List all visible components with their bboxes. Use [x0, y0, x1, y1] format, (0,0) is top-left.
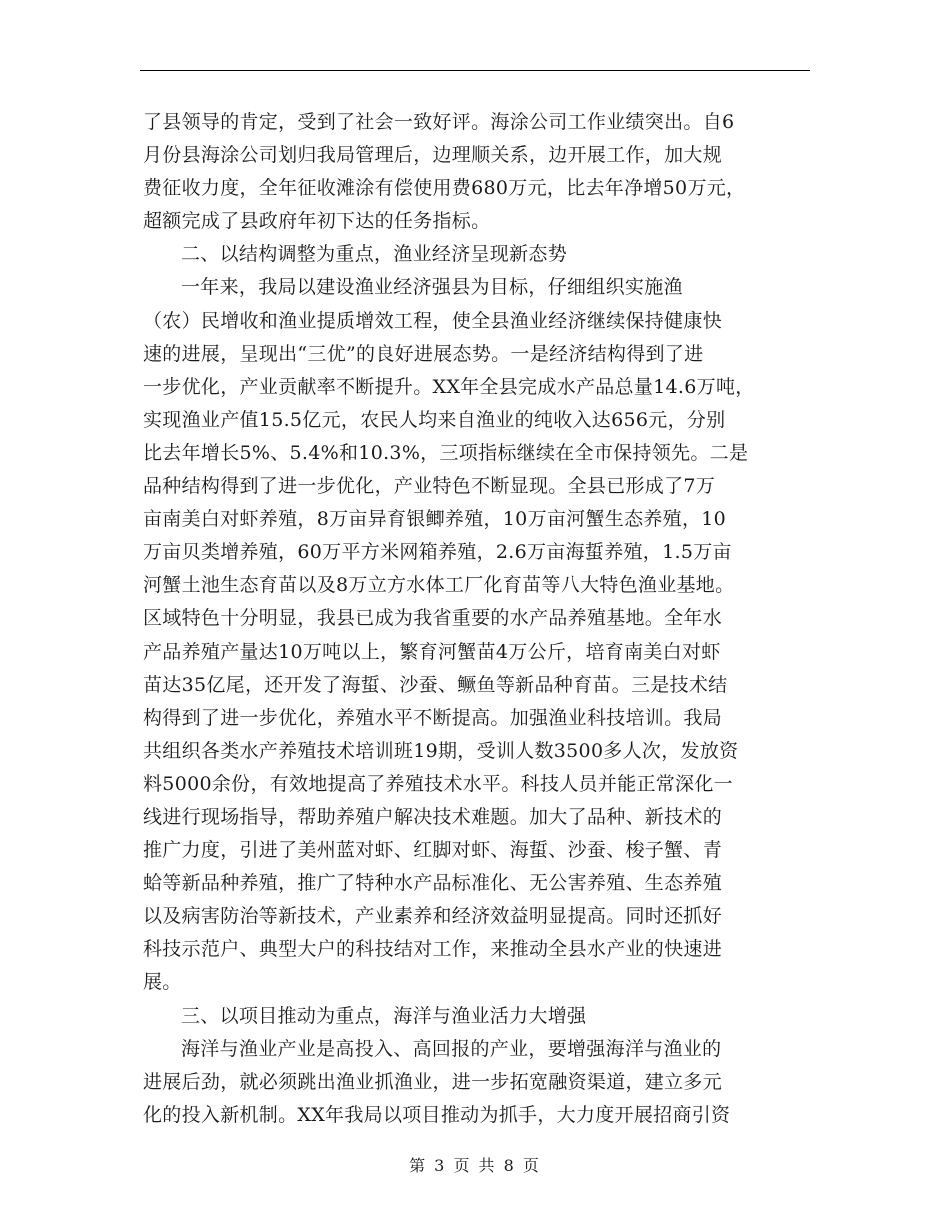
text-line: 月份县海涂公司划归我局管理后，边理顺关系，边开展工作，加大规	[143, 144, 723, 167]
text-line: 展。	[143, 971, 182, 994]
text-line: 进展后劲，就必须跳出渔业抓渔业，进一步拓宽融资渠道，建立多元	[143, 1070, 723, 1093]
text-line: 蛤等新品种养殖，推广了特种水产品标准化、无公害养殖、生态养殖	[143, 872, 723, 895]
text-line: 速的进展，呈现出“三优”的良好进展态势。一是经济结构得到了进	[143, 342, 704, 365]
text-line: 科技示范户、典型大户的科技结对工作，来推动全县水产业的快速进	[143, 938, 723, 961]
text-line: 超额完成了县政府年初下达的任务指标。	[143, 210, 491, 233]
text-line: 线进行现场指导，帮助养殖户解决技术难题。加大了品种、新技术的	[143, 805, 723, 828]
document-body	[143, 106, 813, 1132]
text-line: 一年来，我局以建设渔业经济强县为目标，仔细组织实施渔	[181, 276, 683, 299]
page-footer: 第 3 页 共 8 页	[409, 1156, 541, 1175]
text-line: 一步优化，产业贡献率不断提升。XX年全县完成水产品总量14.6万吨，	[143, 375, 755, 398]
text-line: 苗达35亿尾，还开发了海蜇、沙蚕、鳜鱼等新品种育苗。三是技术结	[143, 673, 728, 696]
text-line: 推广力度，引进了美州蓝对虾、红脚对虾、海蜇、沙蚕、梭子蟹、青	[143, 839, 723, 862]
text-line: 费征收力度，全年征收滩涂有偿使用费680万元，比去年净增50万元，	[143, 177, 746, 200]
text-line: 品种结构得到了进一步优化，产业特色不断显现。全县已形成了7万	[143, 475, 716, 498]
text-line: 比去年增长5%、5.4%和10.3%，三项指标继续在全市保持领先。二是	[143, 441, 749, 464]
text-line: 河蟹土池生态育苗以及8万立方水体工厂化育苗等八大特色渔业基地。	[143, 574, 735, 597]
text-line: 以及病害防治等新技术，产业素养和经济效益明显提高。同时还抓好	[143, 905, 723, 928]
text-line: 构得到了进一步优化，养殖水平不断提高。加强渔业科技培训。我局	[143, 706, 723, 729]
text-line: 化的投入新机制。XX年我局以项目推动为抓手，大力度开展招商引资	[143, 1103, 731, 1126]
text-line: 产品养殖产量达10万吨以上，繁育河蟹苗4万公斤，培育南美白对虾	[143, 640, 721, 663]
header-rule	[140, 70, 810, 71]
section-heading: 二、以结构调整为重点，渔业经济呈现新态势	[181, 243, 568, 266]
text-line: 了县领导的肯定，受到了社会一致好评。海涂公司工作业绩突出。自6	[143, 111, 735, 133]
text-line: 亩南美白对虾养殖，8万亩异育银鲫养殖，10万亩河蟹生态养殖，10	[143, 508, 727, 531]
text-line: 共组织各类水产养殖技术培训班19期，受训人数3500多人次，发放资	[143, 739, 739, 762]
text-line: 海洋与渔业产业是高投入、高回报的产业，要增强海洋与渔业的	[181, 1037, 722, 1060]
text-line: 料5000余份，有效地提高了养殖技术水平。科技人员并能正常深化一	[143, 772, 733, 795]
text-line: 实现渔业产值15.5亿元，农民人均来自渔业的纯收入达656元，分别	[143, 408, 726, 431]
text-line: 区域特色十分明显，我县已成为我省重要的水产品养殖基地。全年水	[143, 607, 723, 630]
text-line: （农）民增收和渔业提质增效工程，使全县渔业经济继续保持健康快	[143, 309, 723, 332]
section-heading: 三、以项目推动为重点，海洋与渔业活力大增强	[181, 1004, 587, 1027]
text-line: 万亩贝类增养殖，60万平方米网箱养殖，2.6万亩海蜇养殖，1.5万亩	[143, 541, 732, 564]
